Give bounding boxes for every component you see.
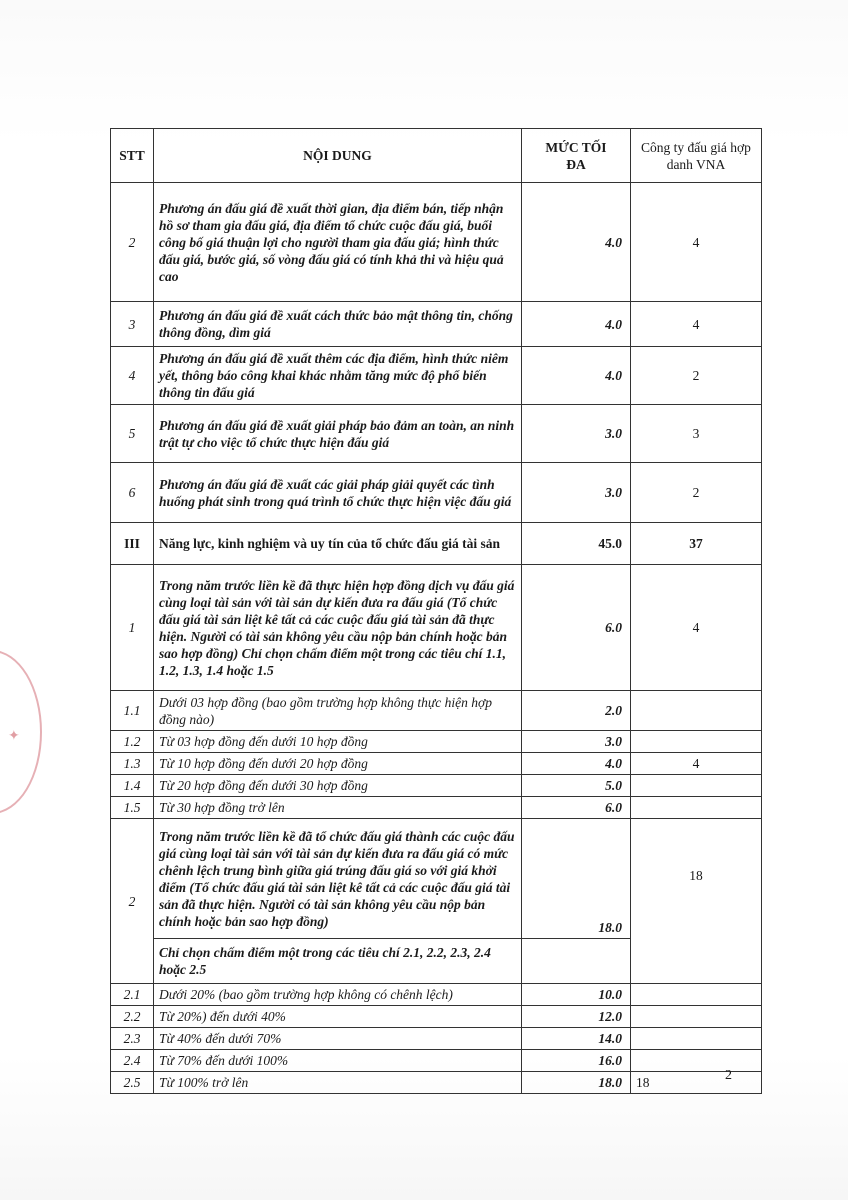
row-max: 6.0 — [522, 797, 631, 819]
row-vna — [631, 731, 762, 753]
table-row — [111, 1028, 762, 1050]
table-row — [111, 302, 762, 347]
row-vna — [631, 1028, 762, 1050]
row-content: Phương án đấu giá đề xuất giải pháp bảo đảm an toàn, an ninh trật tự cho việc tổ chức thực hiện đấu giá — [154, 405, 522, 463]
row-stt: 3 — [111, 302, 154, 347]
scoring-table — [110, 128, 762, 1094]
row-max: 14.0 — [522, 1028, 631, 1050]
row-max: 45.0 — [522, 523, 631, 565]
row-max: 3.0 — [522, 405, 631, 463]
row-stt: 2 — [111, 819, 154, 984]
row-vna — [631, 984, 762, 1006]
row-stt: 2.3 — [111, 1028, 154, 1050]
row-content: Từ 20 hợp đồng đến dưới 30 hợp đồng — [154, 775, 522, 797]
seal-star-icon: ✦ — [8, 729, 20, 744]
row-content: Phương án đấu giá đề xuất cách thức bảo mật thông tin, chống thông đồng, dìm giá — [154, 302, 522, 347]
table-row — [111, 775, 762, 797]
row-stt: 2.4 — [111, 1050, 154, 1072]
table-header-row — [111, 129, 762, 183]
table-row — [111, 691, 762, 731]
row-vna — [631, 691, 762, 731]
row-max: 12.0 — [522, 1006, 631, 1028]
row-content: Từ 20%) đến dưới 40% — [154, 1006, 522, 1028]
row-content: Phương án đấu giá đề xuất các giải pháp giải quyết các tình huống phát sinh trong quá trình tổ chức thực hiện việc đấu giá — [154, 463, 522, 523]
table-row — [111, 347, 762, 405]
row-content-note: Chỉ chọn chấm điểm một trong các tiêu chí 2.1, 2.2, 2.3, 2.4 hoặc 2.5 — [154, 939, 522, 984]
row-vna: 4 — [631, 753, 762, 775]
row-content: Dưới 03 hợp đồng (bao gồm trường hợp không thực hiện hợp đồng nào) — [154, 691, 522, 731]
row-vna — [631, 797, 762, 819]
row-vna: 18 — [631, 819, 762, 984]
row-content: Dưới 20% (bao gồm trường hợp không có chênh lệch) — [154, 984, 522, 1006]
table-row — [111, 1050, 762, 1072]
table-row — [111, 1072, 762, 1094]
row-stt: 5 — [111, 405, 154, 463]
row-vna — [631, 1050, 762, 1072]
row-content: Trong năm trước liền kề đã tổ chức đấu giá thành các cuộc đấu giá cùng loại tài sản với tài sản dự kiến đưa ra đấu giá có mức chênh lệch trung bình giữa giá trúng đấu giá so với giá khởi điểm (Tổ chức đấu giá tài sản liệt kê tất cả các cuộc đấu giá tài sản đã thực hiện. Người có tài sản không yêu cầu nộp bản chính hoặc bản sao hợp đồng) — [154, 819, 522, 939]
row-stt: 1.5 — [111, 797, 154, 819]
row-content: Phương án đấu giá đề xuất thời gian, địa điểm bán, tiếp nhận hồ sơ tham gia đấu giá, địa điểm tổ chức cuộc đấu giá, buổi công bố giá thuận lợi cho người tham gia đấu giá; hình thức đấu giá, bước giá, số vòng đấu giá có tính khả thi và hiệu quả cao — [154, 183, 522, 302]
row-max: 2.0 — [522, 691, 631, 731]
table-row — [111, 463, 762, 523]
table-row — [111, 1006, 762, 1028]
row-max: 18.0 — [522, 819, 631, 939]
row-stt: 1.2 — [111, 731, 154, 753]
header-muc-toi-da: MỨC TỐI ĐA — [522, 129, 631, 183]
row-content: Năng lực, kinh nghiệm và uy tín của tổ chức đấu giá tài sản — [154, 523, 522, 565]
row-stt: 2.1 — [111, 984, 154, 1006]
row-vna: 3 — [631, 405, 762, 463]
row-max: 16.0 — [522, 1050, 631, 1072]
table-row — [111, 731, 762, 753]
row-content: Từ 70% đến dưới 100% — [154, 1050, 522, 1072]
row-content: Từ 03 hợp đồng đến dưới 10 hợp đồng — [154, 731, 522, 753]
row-content: Từ 30 hợp đồng trở lên — [154, 797, 522, 819]
table-row — [111, 565, 762, 691]
row-stt: III — [111, 523, 154, 565]
table-row — [111, 984, 762, 1006]
table-row — [111, 183, 762, 302]
row-vna: 2 — [631, 347, 762, 405]
row-content: Từ 10 hợp đồng đến dưới 20 hợp đồng — [154, 753, 522, 775]
table-row — [111, 405, 762, 463]
row-vna — [631, 775, 762, 797]
row-vna: 37 — [631, 523, 762, 565]
row-stt: 2.2 — [111, 1006, 154, 1028]
row-content: Từ 100% trở lên — [154, 1072, 522, 1094]
row-stt: 1.1 — [111, 691, 154, 731]
row-vna: 4 — [631, 565, 762, 691]
row-vna: 4 — [631, 302, 762, 347]
row-stt: 2 — [111, 183, 154, 302]
row-max: 4.0 — [522, 753, 631, 775]
header-vna: Công ty đấu giá hợp danh VNA — [631, 129, 762, 183]
row-max: 3.0 — [522, 731, 631, 753]
row-max: 4.0 — [522, 302, 631, 347]
row-vna: 2 — [631, 463, 762, 523]
table-row — [111, 753, 762, 775]
row-stt: 1.3 — [111, 753, 154, 775]
row-content: Trong năm trước liền kề đã thực hiện hợp đồng dịch vụ đấu giá cùng loại tài sản với tài sản dự kiến đưa ra đấu giá (Tổ chức đấu giá tài sản liệt kê tất cả các cuộc đấu giá tài sản đã thực hiện. Người có tài sản không yêu cầu nộp bản chính hoặc bản sao hợp đồng) Chỉ chọn chấm điểm một trong các tiêu chí 1.1, 1.2, 1.3, 1.4 hoặc 1.5 — [154, 565, 522, 691]
row-max: 4.0 — [522, 347, 631, 405]
row-max: 6.0 — [522, 565, 631, 691]
page-number: 2 — [725, 1068, 732, 1083]
row-stt: 1 — [111, 565, 154, 691]
row-max: 4.0 — [522, 183, 631, 302]
row-vna: 18 — [631, 1072, 762, 1094]
row-max: 10.0 — [522, 984, 631, 1006]
row-content: Phương án đấu giá đề xuất thêm các địa điểm, hình thức niêm yết, thông báo công khai khác nhằm tăng mức độ phổ biến thông tin đấu giá — [154, 347, 522, 405]
row-stt: 2.5 — [111, 1072, 154, 1094]
table-row-section — [111, 523, 762, 565]
table-row — [111, 819, 762, 939]
row-content: Từ 40% đến dưới 70% — [154, 1028, 522, 1050]
header-noi-dung: NỘI DUNG — [154, 129, 522, 183]
row-stt: 1.4 — [111, 775, 154, 797]
row-stt: 4 — [111, 347, 154, 405]
row-stt: 6 — [111, 463, 154, 523]
header-stt: STT — [111, 129, 154, 183]
row-max: 18.0 — [522, 1072, 631, 1094]
row-vna: 4 — [631, 183, 762, 302]
table-row — [111, 797, 762, 819]
row-vna — [631, 1006, 762, 1028]
row-max-empty — [522, 939, 631, 984]
row-max: 3.0 — [522, 463, 631, 523]
row-max: 5.0 — [522, 775, 631, 797]
